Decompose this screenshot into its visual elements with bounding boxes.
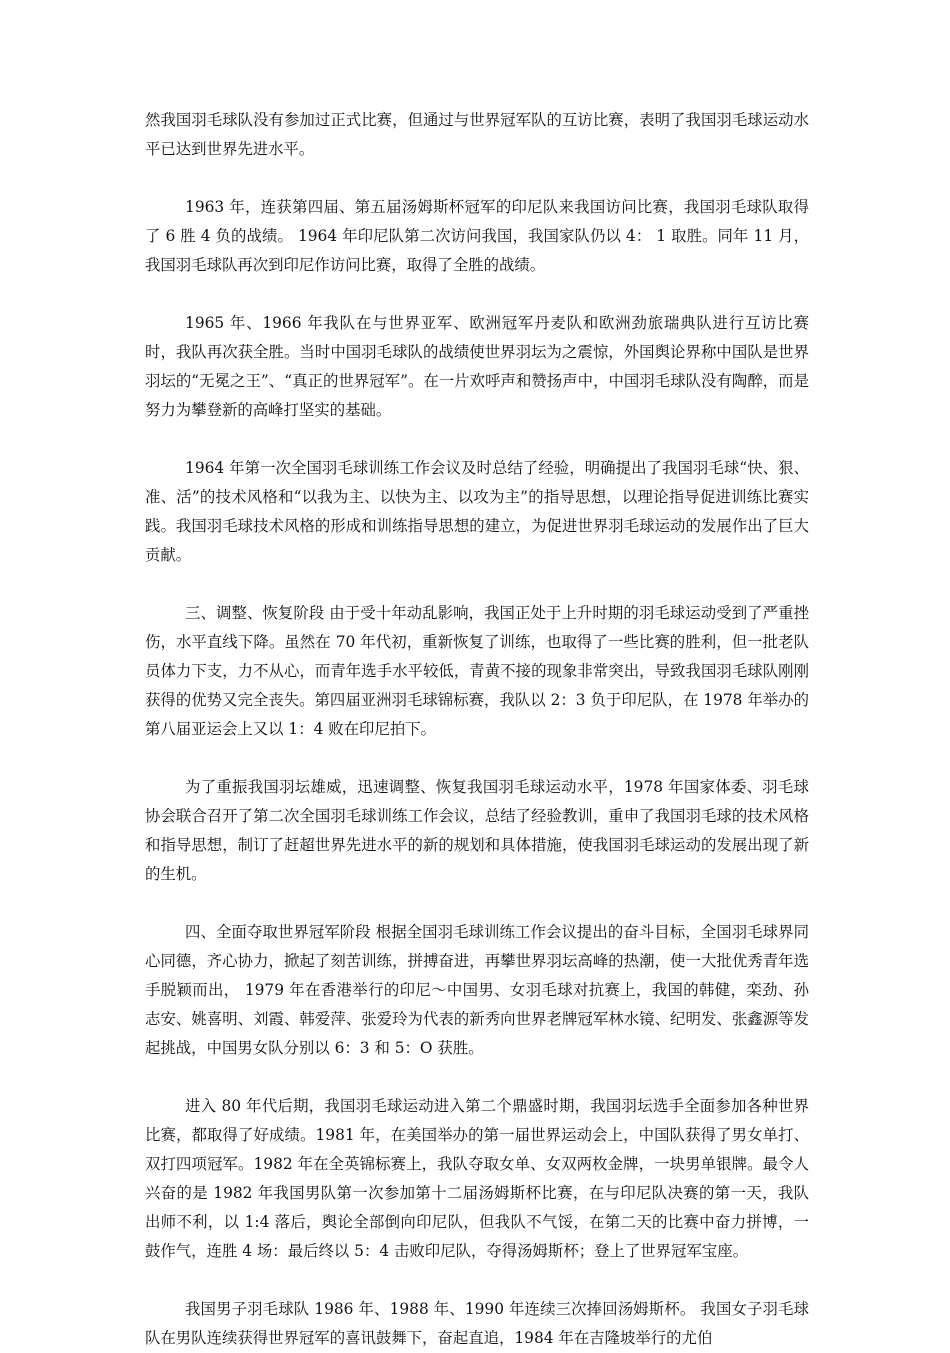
paragraph: 为了重振我国羽坛雄威，迅速调整、恢复我国羽毛球运动水平，1978 年国家体委、羽毛球协会联合召开了第二次全国羽毛球训练工作会议，总结了经验教训，重申了我国羽毛球的技术风格和指导思想，制订了赶超世界先进水平的新的规划和具体措施，使我国羽毛球运动的发展出现了新的生机。: [145, 778, 809, 883]
paragraph: 1964 年第一次全国羽毛球训练工作会议及时总结了经验，明确提出了我国羽毛球“快、狠、准、活”的技术风格和“以我为主、以快为主、以攻为主”的指导思想，以理论指导促进训练比赛实践。我国羽毛球技术风格的形成和训练指导思想的建立，为促进世界羽毛球运动的发展作出了巨大贡献。: [145, 459, 809, 564]
paragraph: 我国男子羽毛球队 1986 年、1988 年、1990 年连续三次捧回汤姆斯杯。 我国女子羽毛球队在男队连续获得世界冠军的喜讯鼓舞下，奋起直追，1984 年在吉隆坡举行的尤伯: [145, 1300, 809, 1347]
paragraph: 然我国羽毛球队没有参加过正式比赛，但通过与世界冠军队的互访比赛，表明了我国羽毛球运动水平已达到世界先进水平。: [145, 111, 809, 158]
paragraph: 进入 80 年代后期，我国羽毛球运动进入第二个鼎盛时期，我国羽坛选手全面参加各种世界比赛，都取得了好成绩。1981 年，在美国举办的第一届世界运动会上，中国队获得了男女单打、双打四项冠军。1982 年在全英锦标赛上，我队夺取女单、女双两枚金牌，一块男单银牌。最令人兴奋的是 1982 年我国男队第一次参加第十二届汤姆斯杯比赛，在与印尼队决赛的第一天，我队出师不利，以 1:4 落后，舆论全部倒向印尼队，但我队不气馁，在第二天的比赛中奋力拼博，一鼓作气，连胜 4 场：最后终以 5：4 击败印尼队，夺得汤姆斯杯；登上了世界冠军宝座。: [145, 1097, 809, 1260]
paragraph: 四、全面夺取世界冠军阶段 根据全国羽毛球训练工作会议提出的奋斗目标，全国羽毛球界同心同德，齐心协力，掀起了刻苦训练，拼搏奋进，再攀世界羽坛高峰的热潮，使一大批优秀青年选手脱颖而出， 1979 年在香港举行的印尼～中国男、女羽毛球对抗赛上，我国的韩健，栾劲、孙志安、姚喜明、刘霞、韩爱萍、张爱玲为代表的新秀向世界老牌冠军林水镜、纪明发、张鑫源等发起挑战，中国男女队分别以 6：3 和 5：O 获胜。: [145, 923, 809, 1057]
paragraph: 1963 年，连获第四届、第五届汤姆斯杯冠军的印尼队来我国访问比赛，我国羽毛球队取得了 6 胜 4 负的战绩。 1964 年印尼队第二次访问我国，我国家队仍以 4： 1 取胜。同年 11 月，我国羽毛球队再次到印尼作访问比赛，取得了全胜的战绩。: [145, 198, 809, 274]
document-body: [145, 106, 809, 1353]
paragraph: 1965 年、1966 年我队在与世界亚军、欧洲冠军丹麦队和欧洲劲旅瑞典队进行互访比赛时，我队再次获全胜。当时中国羽毛球队的战绩使世界羽坛为之震惊，外国舆论界称中国队是世界羽坛的“无冕之王”、“真正的世界冠军”。在一片欢呼声和赞扬声中，中国羽毛球队没有陶醉，而是努力为攀登新的高峰打坚实的基础。: [145, 314, 809, 419]
paragraph: 三、调整、恢复阶段 由于受十年动乱影响，我国正处于上升时期的羽毛球运动受到了严重挫伤，水平直线下降。虽然在 70 年代初，重新恢复了训练，也取得了一些比赛的胜利，但一批老队员体力下支，力不从心，而青年选手水平较低，青黄不接的现象非常突出，导致我国羽毛球队刚刚获得的优势又完全丧失。第四届亚洲羽毛球锦标赛，我队以 2：3 负于印尼队，在 1978 年举办的第八届亚运会上又以 1：4 败在印尼拍下。: [145, 604, 809, 738]
